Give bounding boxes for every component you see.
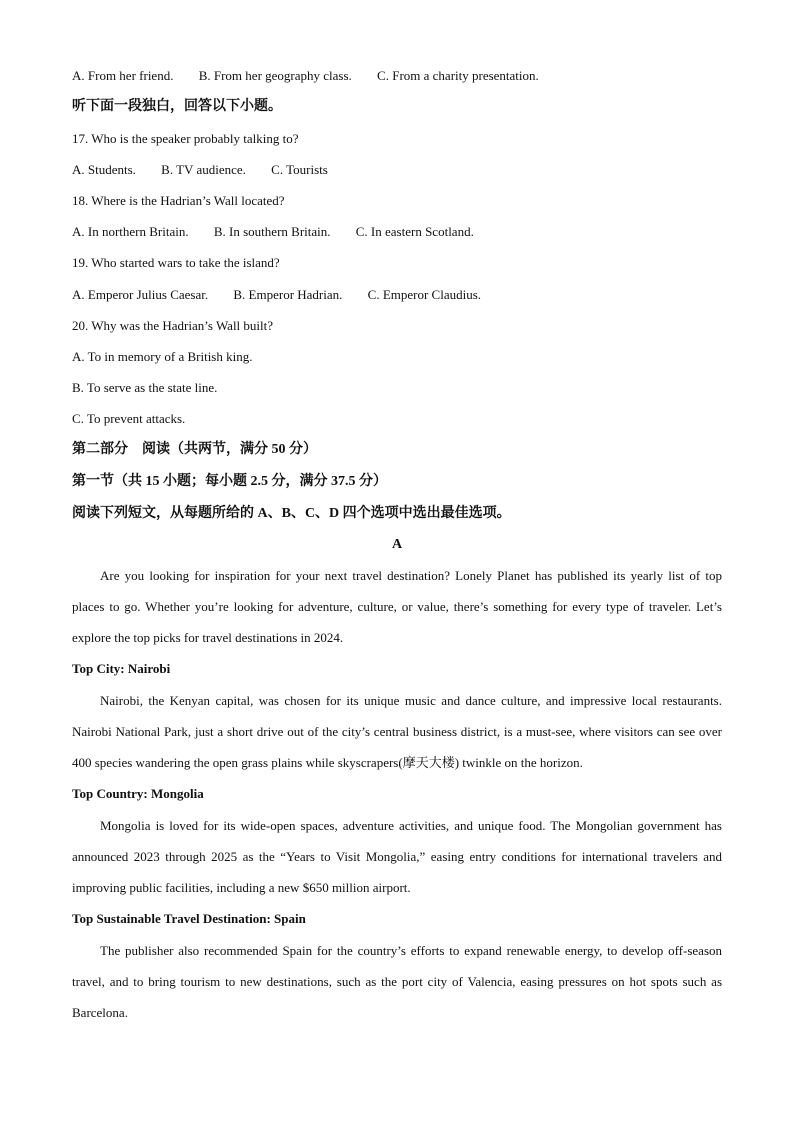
q19-option-a[interactable]: A. Emperor Julius Caesar. <box>72 287 209 302</box>
passage-label: A <box>391 537 403 552</box>
part2-title: 第二部分 阅读（共两节，满分 50 分） <box>72 442 317 457</box>
section1-title: 第一节（共 15 小题；每小题 2.5 分，满分 37.5 分） <box>72 474 387 489</box>
monologue-instruction: 听下面一段独白，回答以下小题。 <box>72 99 282 114</box>
q17-option-c[interactable]: C. Tourists <box>271 162 328 177</box>
sustainable-heading: Top Sustainable Travel Destination: Spain <box>72 911 306 926</box>
q19-question: 19. Who started wars to take the island? <box>72 255 280 270</box>
q18-option-c[interactable]: C. In eastern Scotland. <box>355 224 474 239</box>
q19-option-c[interactable]: C. Emperor Claudius. <box>367 287 482 302</box>
q18-option-a[interactable]: A. In northern Britain. <box>72 224 189 239</box>
intro-paragraph: Are you looking for inspiration for your next travel destination? Lonely Planet has published its yearly list of top places to go. Whether you’re looking for adventure, culture, or value, there’s something for every type of traveler. Let’s explore the top picks for travel destinations in 2024. <box>72 568 722 646</box>
q20-option-b[interactable]: B. To serve as the state line. <box>72 380 218 395</box>
q19-options <box>72 287 722 303</box>
city-paragraph: Nairobi, the Kenyan capital, was chosen for its unique music and dance culture, and impressive local restaurants. Nairobi National Park, just a short drive out of the city’s central business district, is a must-see, where visitors can see over 400 species wandering the open grass plains while skyscrapers(摩天大楼) twinkle on the horizon. <box>72 693 722 771</box>
q20-option-c[interactable]: C. To prevent attacks. <box>72 411 186 426</box>
q19-option-b[interactable]: B. Emperor Hadrian. <box>233 287 343 302</box>
q18-option-b[interactable]: B. In southern Britain. <box>213 224 331 239</box>
q17-question: 17. Who is the speaker probably talking to? <box>72 131 299 146</box>
q16-option-b[interactable]: B. From her geography class. <box>198 68 352 83</box>
reading-instruction: 阅读下列短文，从每题所给的 A、B、C、D 四个选项中选出最佳选项。 <box>72 506 511 521</box>
q16-option-a[interactable]: A. From her friend. <box>72 68 174 83</box>
q16-options <box>72 68 722 84</box>
q20-question: 20. Why was the Hadrian’s Wall built? <box>72 318 274 333</box>
country-heading: Top Country: Mongolia <box>72 786 204 801</box>
q18-question: 18. Where is the Hadrian’s Wall located? <box>72 193 285 208</box>
q17-option-b[interactable]: B. TV audience. <box>161 162 246 177</box>
city-heading: Top City: Nairobi <box>72 661 171 676</box>
q17-option-a[interactable]: A. Students. <box>72 162 136 177</box>
sustainable-paragraph: The publisher also recommended Spain for the country’s efforts to expand renewable energy, to develop off-season travel, and to bring tourism to new destinations, such as the port city of Valencia, easing pressures on hot spots such as Barcelona. <box>72 943 722 1021</box>
q16-option-c[interactable]: C. From a charity presentation. <box>377 68 539 83</box>
q18-options <box>72 224 722 240</box>
q17-options <box>72 162 722 178</box>
country-paragraph: Mongolia is loved for its wide-open spaces, adventure activities, and unique food. The Mongolian government has announced 2023 through 2025 as the “Years to Visit Mongolia,” easing entry conditions for international travelers and improving public facilities, including a new $650 million airport. <box>72 818 722 896</box>
q20-option-a[interactable]: A. To in memory of a British king. <box>72 349 253 364</box>
